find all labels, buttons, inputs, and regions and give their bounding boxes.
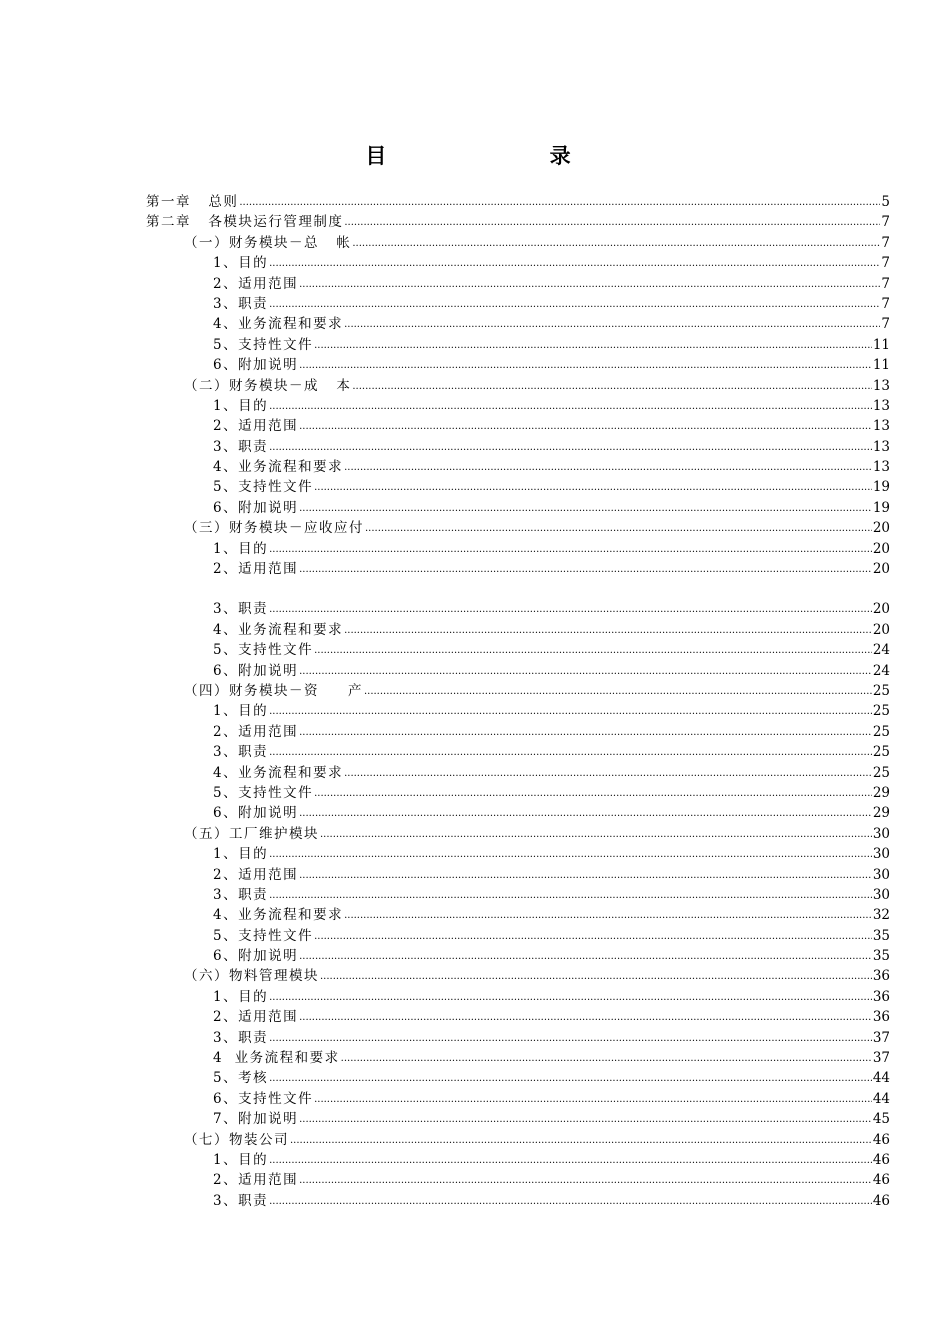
toc-entry[interactable] <box>146 905 890 925</box>
toc-entry-label: 2、适用范围 <box>213 723 299 740</box>
toc-entry-page-number: 46 <box>872 1192 890 1209</box>
toc-entry-page-number: 30 <box>872 825 890 842</box>
toc-entry[interactable] <box>146 640 890 660</box>
toc-entry-label: 6、附加说明 <box>213 805 299 822</box>
toc-entry-label: 2、适用范围 <box>213 1172 299 1189</box>
toc-dot-leader <box>344 458 872 478</box>
toc-entry[interactable] <box>146 966 890 986</box>
toc-entry-label: 3、职责 <box>213 744 269 761</box>
toc-dot-leader <box>269 1069 872 1089</box>
toc-entry[interactable] <box>146 314 890 334</box>
toc-entry-label: 2、适用范围 <box>213 1009 299 1026</box>
toc-entry[interactable] <box>146 294 890 314</box>
toc-entry-page-number: 30 <box>872 886 890 903</box>
toc-entry-label: 5、支持性文件 <box>213 336 314 353</box>
toc-entry[interactable] <box>146 824 890 844</box>
toc-entry-page-number: 45 <box>872 1111 890 1128</box>
toc-dot-leader <box>269 295 880 315</box>
toc-entry[interactable] <box>146 1130 890 1150</box>
toc-dot-leader <box>299 356 872 376</box>
toc-entry[interactable] <box>146 1048 890 1068</box>
toc-entry-page-number: 36 <box>872 968 890 985</box>
toc-entry-label: 4、业务流程和要求 <box>213 316 344 333</box>
toc-dot-leader <box>352 377 871 397</box>
toc-title: 目 录 <box>365 143 649 168</box>
toc-entry-label: 3、职责 <box>213 438 269 455</box>
toc-entry-label: 5、支持性文件 <box>213 784 314 801</box>
toc-entry-label: 1、目的 <box>213 703 269 720</box>
toc-dot-leader <box>299 1171 872 1191</box>
toc-entry-label: 5、支持性文件 <box>213 642 314 659</box>
toc-dot-leader <box>314 478 872 498</box>
toc-entry[interactable] <box>146 416 890 436</box>
toc-entry[interactable] <box>146 885 890 905</box>
toc-entry[interactable] <box>146 233 890 253</box>
toc-dot-leader <box>344 213 880 233</box>
toc-entry-page-number: 19 <box>872 479 890 496</box>
toc-dot-leader <box>314 784 872 804</box>
toc-entry-label: 1、目的 <box>213 255 269 272</box>
toc-entry[interactable] <box>146 498 890 518</box>
toc-entry-label: 6、附加说明 <box>213 357 299 374</box>
toc-entry-label: （五）工厂维护模块 <box>184 825 319 842</box>
toc-entry-label: （四）财务模块－资 产 <box>184 682 363 699</box>
toc-entry-page-number: 24 <box>872 662 890 679</box>
toc-entry-page-number: 7 <box>881 316 890 333</box>
toc-entry[interactable] <box>146 559 890 579</box>
toc-entry-page-number: 46 <box>872 1131 890 1148</box>
toc-dot-leader <box>299 499 872 519</box>
toc-entry[interactable] <box>146 783 890 803</box>
toc-entry-label: 第一章 总则 <box>146 194 239 210</box>
toc-entry-label: 5、考核 <box>213 1070 269 1087</box>
toc-dot-leader <box>269 702 872 722</box>
toc-dot-leader <box>299 560 872 580</box>
toc-dot-leader <box>239 193 880 213</box>
toc-entry-label: （三）财务模块－应收应付 <box>184 520 364 537</box>
toc-entry[interactable] <box>146 477 890 497</box>
toc-dot-leader <box>299 417 872 437</box>
toc-entry[interactable] <box>146 355 890 375</box>
toc-entry-label: 6、附加说明 <box>213 499 299 516</box>
toc-dot-leader <box>299 866 872 886</box>
toc-entry[interactable] <box>146 539 890 559</box>
toc-entry-label: 6、支持性文件 <box>213 1090 314 1107</box>
toc-entry[interactable] <box>146 1028 890 1048</box>
toc-dot-leader <box>299 1008 872 1028</box>
toc-entry-label: 4、业务流程和要求 <box>213 459 344 476</box>
toc-dot-leader <box>269 845 872 865</box>
toc-dot-leader <box>364 682 872 702</box>
toc-entry[interactable] <box>146 620 890 640</box>
toc-entry-page-number: 25 <box>872 723 890 740</box>
toc-entry-page-number: 19 <box>872 499 890 516</box>
toc-entry-page-number: 36 <box>872 988 890 1005</box>
toc-entry-page-number: 25 <box>872 764 890 781</box>
toc-entry-label: 5、支持性文件 <box>213 479 314 496</box>
toc-entry-label: 1、目的 <box>213 397 269 414</box>
toc-dot-leader <box>269 438 872 458</box>
toc-entry[interactable] <box>146 926 890 946</box>
toc-entry-page-number: 13 <box>872 418 890 435</box>
toc-entry-page-number: 7 <box>881 234 890 251</box>
toc-entry-label: 3、职责 <box>213 295 269 312</box>
toc-dot-leader <box>269 1192 872 1212</box>
toc-dot-leader <box>299 947 872 967</box>
toc-entry-page-number: 30 <box>872 846 890 863</box>
toc-dot-leader <box>299 804 872 824</box>
toc-entry[interactable] <box>146 376 890 396</box>
toc-dot-leader <box>341 1049 872 1069</box>
toc-dot-leader <box>365 519 872 539</box>
toc-entry-label: 1、目的 <box>213 846 269 863</box>
toc-entry-label: 4、业务流程和要求 <box>213 764 344 781</box>
toc-entry[interactable] <box>146 763 890 783</box>
toc-entry-label: 3、职责 <box>213 1029 269 1046</box>
toc-dot-leader <box>269 254 880 274</box>
toc-entry[interactable] <box>146 742 890 762</box>
toc-entry[interactable] <box>146 844 890 864</box>
toc-entry-page-number: 24 <box>872 642 890 659</box>
toc-dot-leader <box>344 315 880 335</box>
toc-dot-leader <box>299 723 872 743</box>
toc-entry-page-number: 13 <box>872 438 890 455</box>
toc-entry[interactable] <box>146 1007 890 1027</box>
toc-dot-leader <box>290 1131 872 1151</box>
toc-entry-page-number: 20 <box>872 540 890 557</box>
toc-dot-leader <box>269 1151 872 1171</box>
toc-dot-leader <box>299 275 880 295</box>
toc-entry-label: 3、职责 <box>213 886 269 903</box>
toc-entry[interactable] <box>146 865 890 885</box>
toc-entry[interactable] <box>146 1191 890 1211</box>
toc-entry[interactable] <box>146 661 890 681</box>
table-of-contents <box>146 192 890 1211</box>
toc-entry-label: （一）财务模块－总 帐 <box>184 234 352 251</box>
toc-entry-label: 2、适用范围 <box>213 418 299 435</box>
toc-entry-page-number: 46 <box>872 1151 890 1168</box>
toc-entry-page-number: 30 <box>872 866 890 883</box>
toc-dot-leader <box>344 764 872 784</box>
toc-entry-page-number: 25 <box>872 682 890 699</box>
toc-dot-leader <box>352 234 880 254</box>
toc-dot-leader <box>269 397 872 417</box>
toc-entry[interactable] <box>146 457 890 477</box>
toc-entry-label: 1、目的 <box>213 540 269 557</box>
toc-entry[interactable] <box>146 274 890 294</box>
toc-entry-page-number: 32 <box>872 907 890 924</box>
toc-entry-page-number: 44 <box>872 1070 890 1087</box>
toc-entry-page-number: 7 <box>881 255 890 272</box>
toc-entry-page-number: 36 <box>872 1009 890 1026</box>
toc-entry-page-number: 5 <box>881 194 890 210</box>
toc-entry-label: 4 业务流程和要求 <box>213 1050 340 1067</box>
toc-dot-leader <box>269 1029 872 1049</box>
toc-entry[interactable] <box>146 518 890 538</box>
toc-entry[interactable] <box>146 946 890 966</box>
toc-entry-label: 3、职责 <box>213 1192 269 1209</box>
toc-entry-page-number: 11 <box>872 357 890 374</box>
toc-entry-label: 2、适用范围 <box>213 275 299 292</box>
toc-entry[interactable] <box>146 803 890 823</box>
toc-entry[interactable] <box>146 1170 890 1190</box>
toc-dot-leader <box>299 1110 872 1130</box>
toc-entry-page-number: 20 <box>872 621 890 638</box>
toc-entry[interactable] <box>146 987 890 1007</box>
toc-dot-leader <box>320 967 872 987</box>
toc-entry-page-number: 11 <box>872 336 890 353</box>
toc-dot-leader <box>344 906 872 926</box>
toc-dot-leader <box>269 886 872 906</box>
toc-entry[interactable] <box>146 1150 890 1170</box>
toc-entry[interactable] <box>146 192 890 212</box>
toc-entry-label: 5、支持性文件 <box>213 927 314 944</box>
toc-entry-label: （七）物装公司 <box>184 1131 289 1148</box>
toc-entry[interactable] <box>146 1109 890 1129</box>
toc-entry[interactable] <box>146 722 890 742</box>
toc-entry-page-number: 20 <box>872 601 890 618</box>
toc-entry-page-number: 35 <box>872 948 890 965</box>
toc-entry-page-number: 20 <box>872 561 890 578</box>
toc-dot-leader <box>314 1090 872 1110</box>
toc-entry-label: 6、附加说明 <box>213 948 299 965</box>
toc-entry-page-number: 46 <box>872 1172 890 1189</box>
toc-entry-page-number: 7 <box>881 214 890 231</box>
toc-entry-page-number: 29 <box>872 805 890 822</box>
toc-entry[interactable] <box>146 437 890 457</box>
toc-entry-page-number: 20 <box>872 520 890 537</box>
toc-entry-page-number: 7 <box>881 275 890 292</box>
toc-entry-page-number: 13 <box>872 459 890 476</box>
toc-dot-leader <box>299 662 872 682</box>
toc-dot-leader <box>269 743 872 763</box>
toc-dot-leader <box>314 336 872 356</box>
toc-entry-page-number: 37 <box>872 1050 890 1067</box>
toc-dot-leader <box>314 641 872 661</box>
toc-entry-page-number: 13 <box>872 377 890 394</box>
toc-entry[interactable] <box>146 212 890 232</box>
toc-entry[interactable] <box>146 681 890 701</box>
toc-dot-leader <box>269 540 872 560</box>
toc-entry-label: 6、附加说明 <box>213 662 299 679</box>
toc-dot-leader <box>344 621 872 641</box>
toc-entry-page-number: 35 <box>872 927 890 944</box>
toc-entry-label: （六）物料管理模块 <box>184 968 319 985</box>
toc-entry[interactable] <box>146 396 890 416</box>
toc-dot-leader <box>269 600 872 620</box>
toc-entry-label: 1、目的 <box>213 988 269 1005</box>
toc-entry-label: 2、适用范围 <box>213 561 299 578</box>
toc-entry[interactable] <box>146 1089 890 1109</box>
toc-entry-page-number: 29 <box>872 784 890 801</box>
toc-entry-label: 4、业务流程和要求 <box>213 907 344 924</box>
toc-entry[interactable] <box>146 335 890 355</box>
toc-dot-leader <box>320 825 872 845</box>
toc-entry-page-number: 25 <box>872 744 890 761</box>
toc-entry-label: 4、业务流程和要求 <box>213 621 344 638</box>
toc-entry-page-number: 37 <box>872 1029 890 1046</box>
toc-entry[interactable] <box>146 701 890 721</box>
toc-entry[interactable] <box>146 253 890 273</box>
toc-entry-page-number: 7 <box>881 295 890 312</box>
toc-entry-label: 7、附加说明 <box>213 1111 299 1128</box>
toc-entry-label: （二）财务模块－成 本 <box>184 377 352 394</box>
toc-entry-label: 1、目的 <box>213 1151 269 1168</box>
toc-entry[interactable] <box>146 599 890 619</box>
toc-entry-page-number: 44 <box>872 1090 890 1107</box>
toc-dot-leader <box>314 927 872 947</box>
toc-entry[interactable] <box>146 1068 890 1088</box>
toc-entry-page-number: 25 <box>872 703 890 720</box>
toc-entry-label: 3、职责 <box>213 601 269 618</box>
toc-entry-page-number: 13 <box>872 397 890 414</box>
toc-entry-label: 第二章 各模块运行管理制度 <box>146 214 344 231</box>
toc-dot-leader <box>269 988 872 1008</box>
toc-entry-label: 2、适用范围 <box>213 866 299 883</box>
